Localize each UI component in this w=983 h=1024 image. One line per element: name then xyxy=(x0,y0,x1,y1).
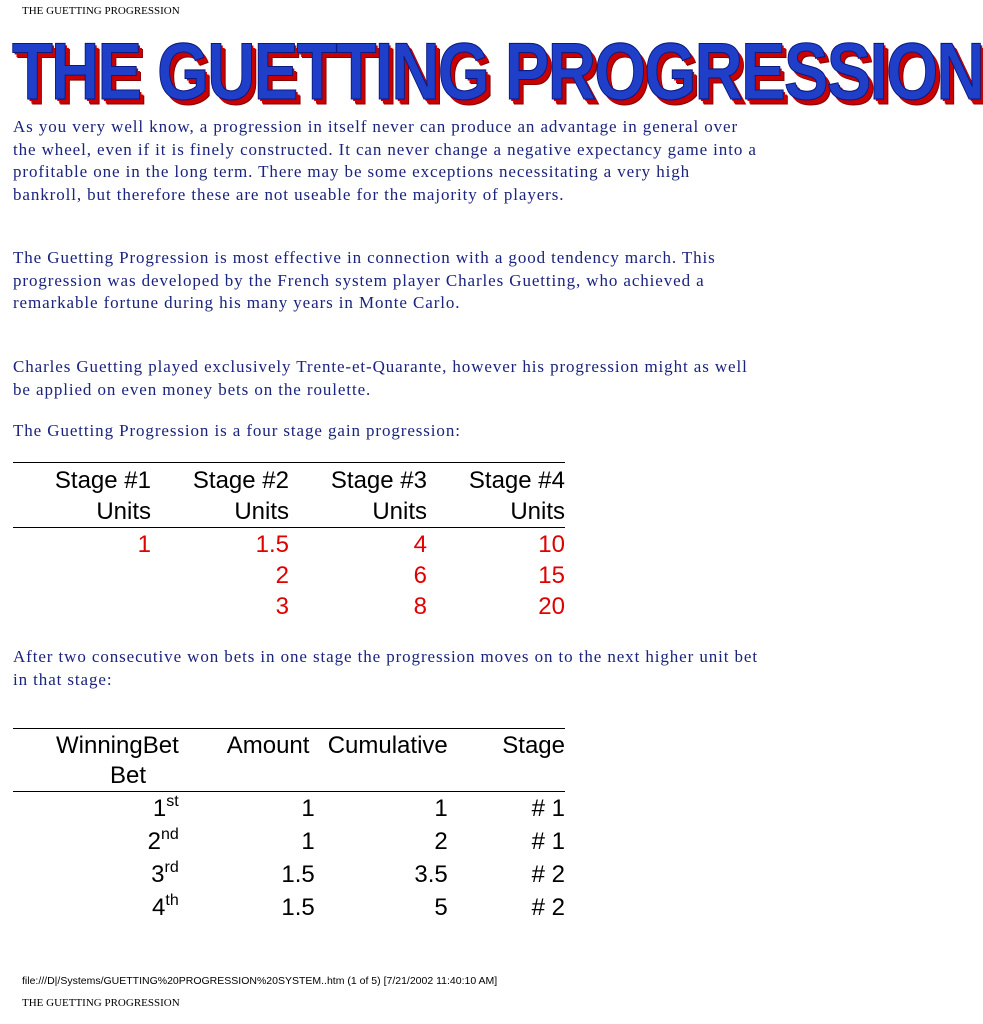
table-row xyxy=(13,891,565,924)
table-cell: 1.5 xyxy=(255,531,289,558)
bet-amount-cell: 1.5 xyxy=(281,861,315,888)
table-cell: 10 xyxy=(538,531,565,558)
title-banner xyxy=(12,26,983,118)
paragraph-two-wins: After two consecutive won bets in one stage the progression moves on to the next higher unit bet in that stage: xyxy=(13,647,758,689)
stage-cell: # 1 xyxy=(531,828,565,855)
table-cell: 1 xyxy=(137,531,151,558)
table-cell xyxy=(13,591,151,622)
cumulative-cell: 5 xyxy=(434,894,448,921)
stage-header-4: Stage #4 Units xyxy=(427,463,565,528)
paragraph-trente-et-quarante: Charles Guetting played exclusively Trente-et-Quarante, however his progression might as well be applied on even money bets on the roulette. xyxy=(13,357,748,399)
table-cell: 15 xyxy=(538,562,565,589)
stage-header-2: Stage #2 Units xyxy=(151,463,289,528)
cumulative-cell: 3.5 xyxy=(414,861,448,888)
header-amount: Amount xyxy=(179,729,315,792)
table-row xyxy=(13,825,565,858)
cumulative-cell: 1 xyxy=(434,795,448,822)
paragraph-four-stage: The Guetting Progression is a four stage gain progression: xyxy=(13,421,461,440)
table-cell: 2 xyxy=(275,562,289,589)
table-row xyxy=(13,528,565,561)
header-winning-bet: WinningBet Bet xyxy=(13,729,179,792)
stage-cell: # 1 xyxy=(531,795,565,822)
winning-bet-ordinal: 2nd xyxy=(147,826,179,855)
stage-units-table xyxy=(13,462,565,622)
footer-file-url: file:///D|/Systems/GUETTING%20PROGRESSION%20SYSTEM..htm (1 of 5) [7/21/2002 11:40:10 AM] xyxy=(22,975,498,987)
stage-cell: # 2 xyxy=(531,861,565,888)
stage-header-1: Stage #1 Units xyxy=(13,463,151,528)
table-row xyxy=(13,591,565,622)
banner-title: THE GUETTING PROGRESSION xyxy=(12,27,983,117)
table-cell xyxy=(13,560,151,591)
bet-amount-cell: 1.5 xyxy=(281,894,315,921)
winning-header-row xyxy=(13,729,565,792)
header-cumulative: Cumulative xyxy=(315,729,448,792)
table-cell: 20 xyxy=(538,593,565,620)
bet-amount-cell: 1 xyxy=(301,828,315,855)
winning-bet-table xyxy=(13,728,565,924)
table-row xyxy=(13,792,565,826)
bet-amount-cell: 1 xyxy=(301,795,315,822)
running-head-bottom: THE GUETTING PROGRESSION xyxy=(22,997,180,1009)
stage-header-row xyxy=(13,463,565,528)
stage-cell: # 2 xyxy=(531,894,565,921)
table-cell: 3 xyxy=(275,593,289,620)
winning-bet-ordinal: 1st xyxy=(152,793,179,822)
paragraph-origin: The Guetting Progression is most effective in connection with a good tendency march. This progression was developed by the French system player Charles Guetting, who achieved a remarkable fortune during his many years in Monte Carlo. xyxy=(13,248,716,312)
table-cell: 8 xyxy=(413,593,427,620)
table-cell: 4 xyxy=(413,531,427,558)
table-cell: 6 xyxy=(413,562,427,589)
table-row xyxy=(13,560,565,591)
cumulative-cell: 2 xyxy=(434,828,448,855)
running-head-top: THE GUETTING PROGRESSION xyxy=(22,5,180,17)
table-row xyxy=(13,858,565,891)
stage-header-3: Stage #3 Units xyxy=(289,463,427,528)
paragraph-intro: As you very well know, a progression in itself never can produce an advantage in general over the wheel, even if it is finely constructed. It can never change a negative expectancy game into a profitable one in the long term. There may be some exceptions necessitating a very high bankroll, but therefore these are not useable for the majority of players. xyxy=(13,117,757,204)
winning-bet-ordinal: 3rd xyxy=(151,859,179,888)
header-stage: Stage xyxy=(448,729,565,792)
winning-bet-ordinal: 4th xyxy=(152,892,179,921)
